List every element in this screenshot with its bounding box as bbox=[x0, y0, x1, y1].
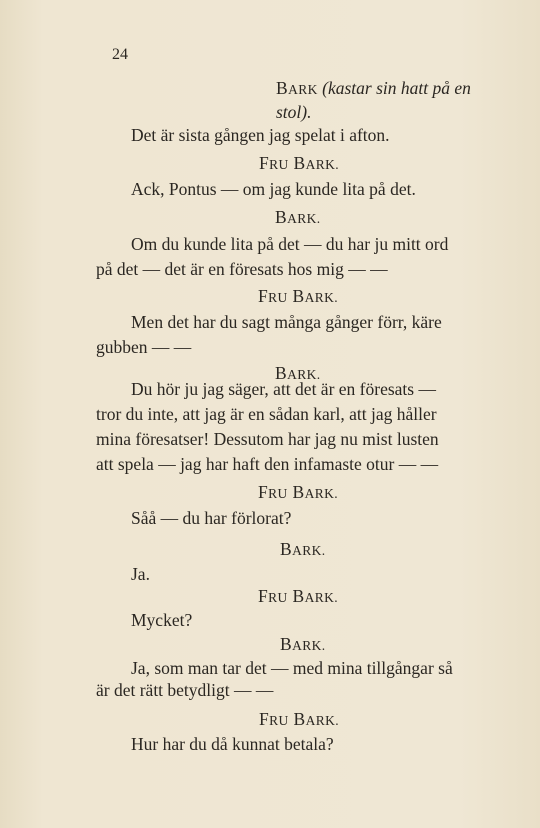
speaker-name: BARK. bbox=[280, 634, 326, 654]
dialogue-line: mina föresatser! Dessutom har jag nu mist lusten bbox=[96, 429, 439, 449]
stage-direction: stol). bbox=[276, 102, 312, 122]
speaker-name: BARK bbox=[276, 78, 318, 98]
page-number: 24 bbox=[112, 46, 128, 63]
stage-direction-line bbox=[276, 77, 500, 101]
speaker-name: FRU BARK. bbox=[259, 709, 340, 729]
speaker-name: BARK. bbox=[275, 207, 321, 227]
dialogue-line: Ack, Pontus — om jag kunde lita på det. bbox=[131, 179, 416, 199]
dialogue-line: Såå — du har förlorat? bbox=[131, 508, 292, 528]
dialogue-line: tror du inte, att jag är en sådan karl, att jag håller bbox=[96, 404, 437, 424]
dialogue-line: Det är sista gången jag spelat i afton. bbox=[131, 125, 390, 145]
dialogue-line: på det — det är en föresats hos mig — — bbox=[96, 259, 388, 279]
dialogue-line: Ja, som man tar det — med mina tillgångar så bbox=[131, 658, 453, 678]
stage-direction: (kastar sin hatt på en bbox=[322, 78, 471, 98]
speaker-name: FRU BARK. bbox=[258, 482, 339, 502]
dialogue-line: Du hör ju jag säger, att det är en föresats — bbox=[131, 379, 436, 399]
dialogue-line: Om du kunde lita på det — du har ju mitt ord bbox=[131, 234, 449, 254]
speaker-name: FRU BARK. bbox=[259, 153, 340, 173]
speaker-name: BARK. bbox=[275, 363, 321, 383]
dialogue-line: Mycket? bbox=[131, 610, 193, 630]
speaker-name: BARK. bbox=[280, 539, 326, 559]
speaker-name: FRU BARK. bbox=[258, 586, 339, 606]
dialogue-line: Ja. bbox=[131, 564, 150, 584]
dialogue-line: är det rätt betydligt — — bbox=[96, 680, 274, 700]
speaker-name: FRU BARK. bbox=[258, 286, 339, 306]
dialogue-line: Hur har du då kunnat betala? bbox=[131, 734, 334, 754]
dialogue-line: gubben — — bbox=[96, 337, 192, 357]
dialogue-line: Men det har du sagt många gånger förr, käre bbox=[131, 312, 442, 332]
dialogue-line: att spela — jag har haft den infamaste otur — — bbox=[96, 454, 439, 474]
